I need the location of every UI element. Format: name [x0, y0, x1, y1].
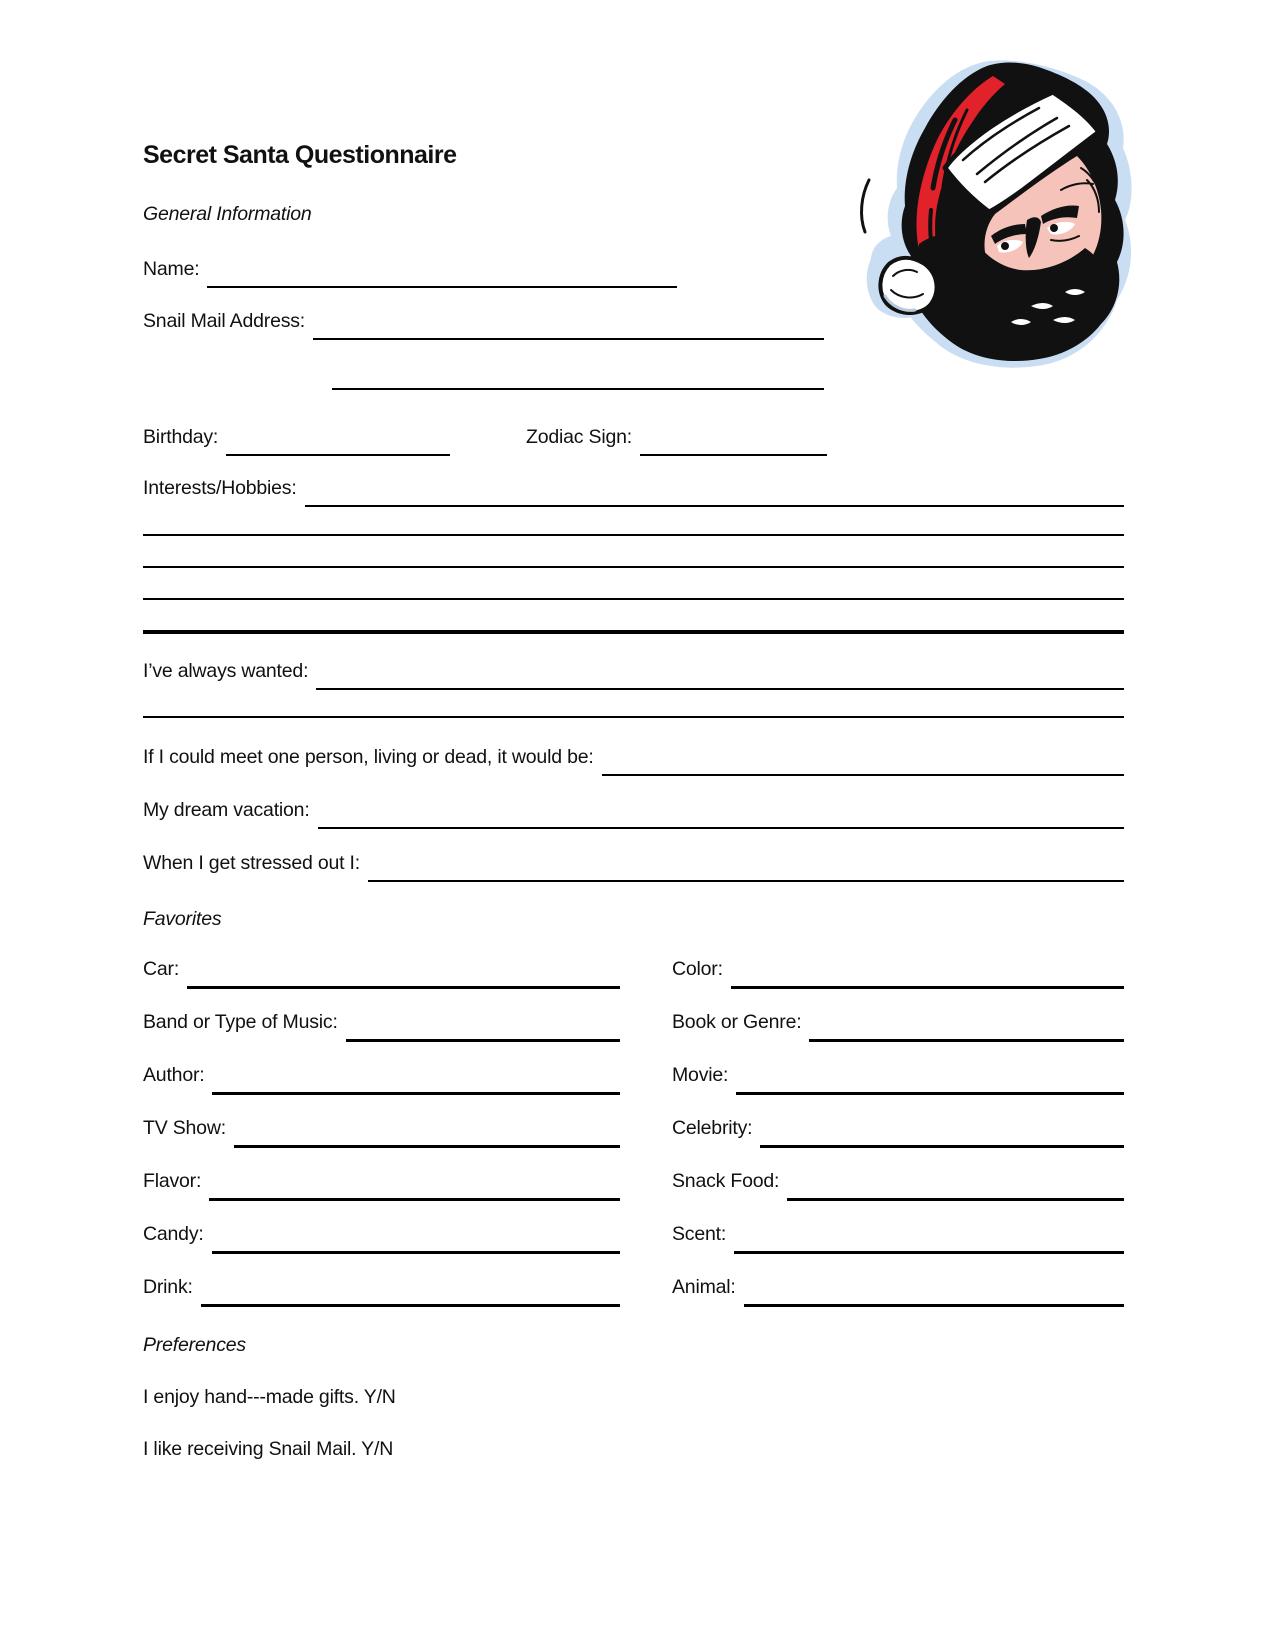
tvshow-underline: [234, 1115, 620, 1148]
favorite-color-row: [672, 956, 1124, 1009]
book-label: Book or Genre:: [672, 1011, 802, 1033]
name-field-row: [143, 256, 677, 288]
snail-mail-label: Snail Mail Address:: [143, 310, 306, 332]
stressed-underline: [368, 850, 1124, 882]
celebrity-underline: [760, 1115, 1124, 1148]
dream-vacation-label: My dream vacation:: [143, 799, 310, 821]
name-label: Name:: [143, 258, 200, 280]
favorite-author-row: [143, 1062, 620, 1115]
birthday-field-row: [143, 424, 450, 456]
stressed-field-row: [143, 850, 1124, 882]
favorite-movie-row: [672, 1062, 1124, 1115]
hat-tail-stroke: [862, 180, 869, 232]
zodiac-field-row: [526, 424, 827, 456]
name-underline: [207, 256, 677, 288]
meet-person-label: If I could meet one person, living or dead, it would be:: [143, 746, 594, 768]
meet-person-underline: [602, 744, 1124, 776]
interests-line-5: [143, 630, 1124, 634]
interests-field-row: [143, 475, 1124, 507]
interests-line-3: [143, 566, 1124, 568]
snail-mail-underline-2: [332, 388, 824, 390]
always-wanted-underline: [316, 658, 1124, 690]
movie-underline: [736, 1062, 1124, 1095]
left-pupil: [1001, 242, 1009, 250]
movie-label: Movie:: [672, 1064, 729, 1086]
birthday-underline: [226, 424, 450, 456]
color-label: Color:: [672, 958, 723, 980]
band-label: Band or Type of Music:: [143, 1011, 338, 1033]
book-underline: [809, 1009, 1124, 1042]
author-underline: [212, 1062, 620, 1095]
favorites-heading: Favorites: [143, 908, 222, 930]
snackfood-label: Snack Food:: [672, 1170, 780, 1192]
hat-pompom: [880, 258, 936, 313]
preferences-heading: Preferences: [143, 1334, 246, 1356]
car-underline: [187, 956, 620, 989]
favorite-band-row: [143, 1009, 620, 1062]
favorite-book-row: [672, 1009, 1124, 1062]
author-label: Author:: [143, 1064, 205, 1086]
dream-vacation-underline: [318, 797, 1124, 829]
general-information-heading: General Information: [143, 203, 312, 225]
animal-label: Animal:: [672, 1276, 736, 1298]
favorite-candy-row: [143, 1221, 620, 1274]
snail-mail-underline: [313, 308, 824, 340]
page-title: Secret Santa Questionnaire: [143, 141, 457, 169]
always-wanted-line-2: [143, 716, 1124, 718]
santa-claus-illustration: [855, 60, 1140, 370]
scent-underline: [734, 1221, 1124, 1254]
zodiac-label: Zodiac Sign:: [526, 426, 632, 448]
preference-handmade-gifts: I enjoy hand---made gifts. Y/N: [143, 1386, 396, 1408]
favorite-snackfood-row: [672, 1168, 1124, 1221]
snackfood-underline: [787, 1168, 1124, 1201]
scent-label: Scent:: [672, 1223, 727, 1245]
tvshow-label: TV Show:: [143, 1117, 226, 1139]
color-underline: [731, 956, 1124, 989]
interests-line-2: [143, 534, 1124, 536]
candy-label: Candy:: [143, 1223, 204, 1245]
always-wanted-label: I’ve always wanted:: [143, 660, 309, 682]
interests-line-4: [143, 598, 1124, 600]
candy-underline: [212, 1221, 620, 1254]
favorite-flavor-row: [143, 1168, 620, 1221]
favorite-scent-row: [672, 1221, 1124, 1274]
animal-underline: [744, 1274, 1124, 1307]
band-underline: [346, 1009, 620, 1042]
snail-mail-field-row: [143, 308, 824, 340]
right-pupil: [1050, 224, 1058, 232]
meet-person-field-row: [143, 744, 1124, 776]
zodiac-underline: [640, 424, 827, 456]
preference-snail-mail: I like receiving Snail Mail. Y/N: [143, 1438, 394, 1460]
flavor-label: Flavor:: [143, 1170, 202, 1192]
favorites-grid: [143, 956, 1124, 1327]
drink-underline: [201, 1274, 620, 1307]
favorite-drink-row: [143, 1274, 620, 1327]
favorite-tvshow-row: [143, 1115, 620, 1168]
favorite-celebrity-row: [672, 1115, 1124, 1168]
interests-underline: [305, 475, 1124, 507]
dream-vacation-field-row: [143, 797, 1124, 829]
favorite-car-row: [143, 956, 620, 1009]
car-label: Car:: [143, 958, 180, 980]
always-wanted-field-row: [143, 658, 1124, 690]
interests-label: Interests/Hobbies:: [143, 477, 297, 499]
birthday-label: Birthday:: [143, 426, 219, 448]
celebrity-label: Celebrity:: [672, 1117, 753, 1139]
flavor-underline: [209, 1168, 620, 1201]
drink-label: Drink:: [143, 1276, 193, 1298]
favorite-animal-row: [672, 1274, 1124, 1327]
stressed-label: When I get stressed out I:: [143, 852, 360, 874]
